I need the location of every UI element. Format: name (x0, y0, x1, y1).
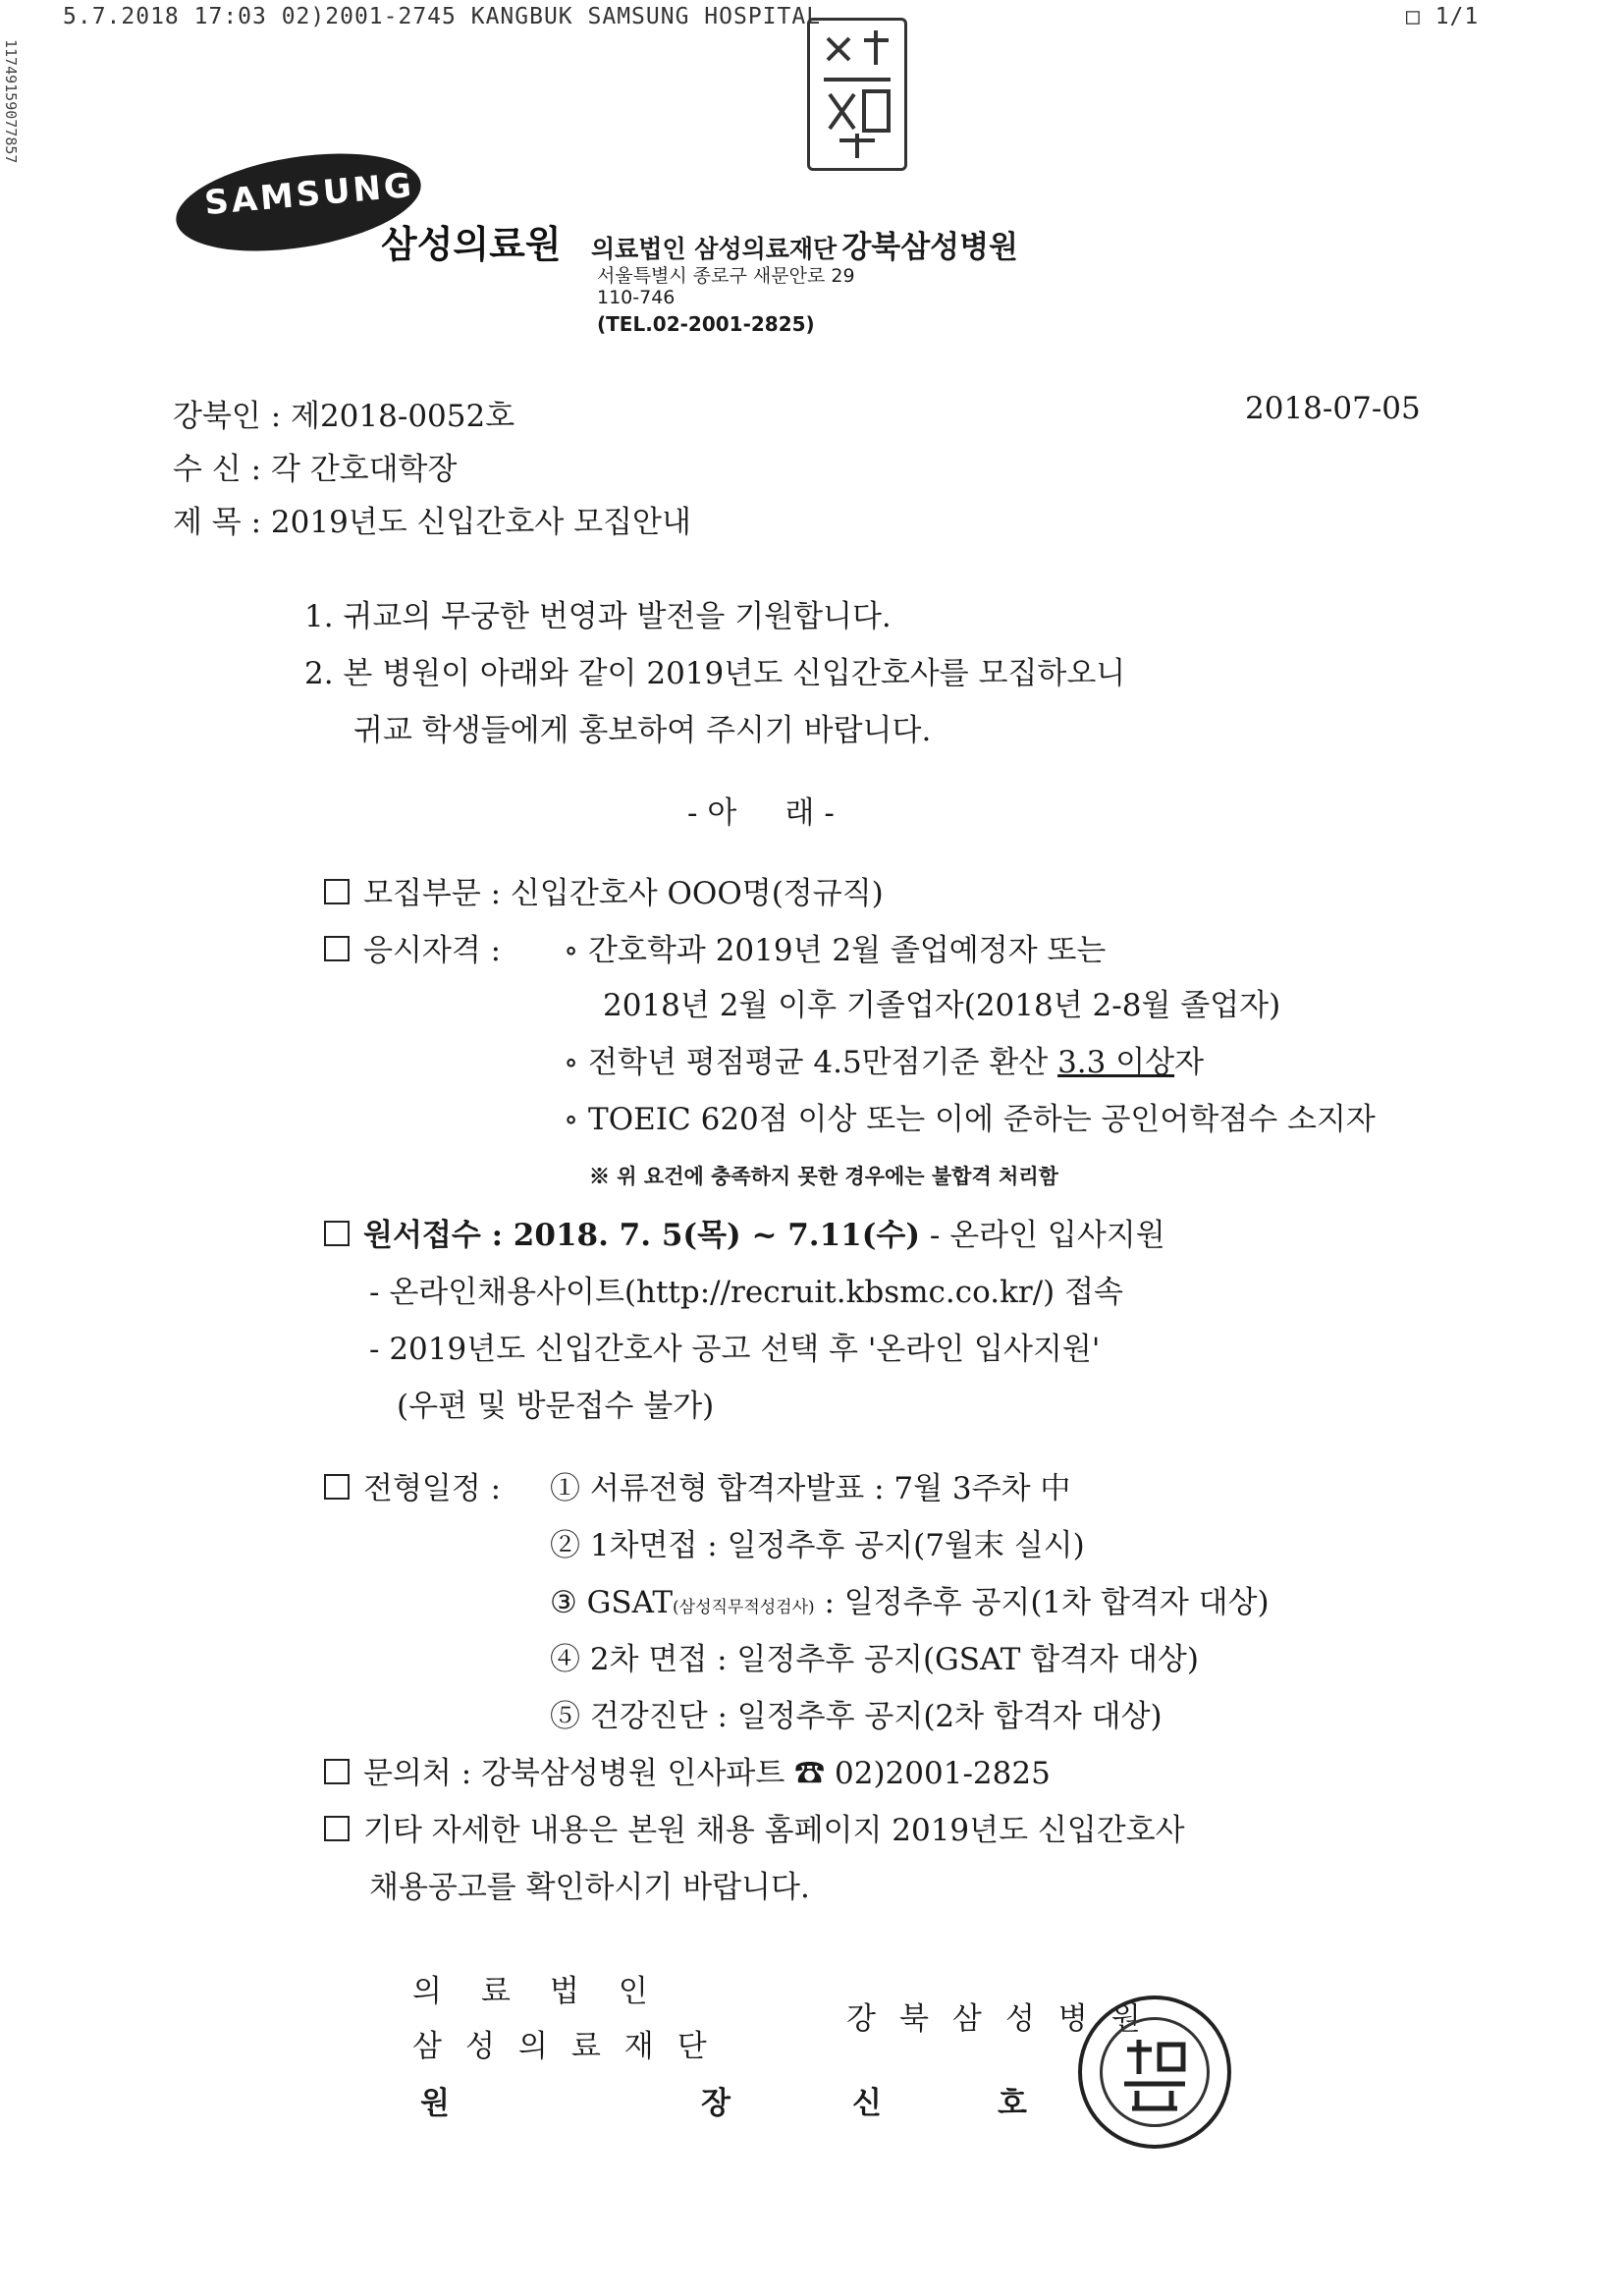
application-detail-3: (우편 및 방문접수 불가) (397, 1389, 715, 1424)
checkbox-icon (324, 879, 350, 904)
org-prefix: 의료법인 삼성의료재단 (591, 235, 838, 263)
address-line-1: 서울특별시 종로구 새문안로 29 (597, 265, 855, 287)
qualification-label: 응시자격 : (363, 933, 502, 968)
fax-header-line: 5.7.2018 17:03 02)2001-2745 KANGBUK SAMSUNG HOSPITAL (63, 4, 822, 29)
signature-left-3b: 장 (701, 2086, 730, 2121)
checkbox-icon (324, 1816, 350, 1841)
qualification-2-text: ∘ 전학년 평점평균 4.5만점기준 환산 (564, 1045, 1058, 1080)
item-etc-row (324, 1805, 1185, 1849)
signature-right-2a: 신 (852, 2086, 882, 2121)
checkbox-icon (324, 1759, 350, 1784)
schedule-step-3 (550, 1577, 1270, 1621)
qualification-2-suffix: 자 (1174, 1045, 1205, 1080)
item-schedule-row (324, 1463, 501, 1507)
signature-left-3a: 원 (420, 2086, 450, 2121)
application-detail-1: - 온라인채용사이트(http://recruit.kbsmc.co.kr/) 접속 (369, 1275, 1123, 1310)
director-seal-inner-ring (1100, 2017, 1210, 2127)
etc-line-2: 채용공고를 확인하시기 바랍니다. (369, 1870, 810, 1905)
qualification-3: ∘ TOEIC 620점 이상 또는 이에 준하는 공인어학점수 소지자 (564, 1102, 1376, 1137)
org-name: 강북삼성병원 (841, 230, 1018, 265)
address-line-2: 110-746 (597, 287, 676, 308)
fax-page-count: □ 1/1 (1406, 4, 1480, 29)
checkbox-icon (324, 936, 350, 961)
intro-line-2: 2. 본 병원이 아래와 같이 2019년도 신입간호사를 모집하오니 (304, 656, 1126, 691)
qualification-1b: 2018년 2월 이후 기졸업자(2018년 2-8월 졸업자) (603, 988, 1281, 1023)
recipient: 각 간호대학장 (270, 452, 458, 487)
item-recruit-row (324, 868, 884, 912)
qualification-2-underlined: 3.3 이상 (1057, 1045, 1175, 1080)
schedule-step-2: ② 1차면접 : 일정추후 공지(7월末 실시) (550, 1528, 1085, 1563)
organization-title (591, 222, 1018, 266)
schedule-label: 전형일정 : (363, 1471, 502, 1506)
item-recruit: 모집부문 : 신입간호사 OOO명(정규직) (363, 876, 884, 911)
intro-line-3: 귀교 학생들에게 홍보하여 주시기 바랍니다. (353, 713, 932, 748)
telephone: (TEL.02-2001-2825) (597, 312, 815, 336)
schedule-step-3-subtitle: (삼성직무적성검사) (673, 1598, 815, 1617)
brand-name: 삼성의료원 (381, 223, 562, 266)
signature-right-1: 강북삼성병원 (846, 2001, 1164, 2037)
fax-side-number: 11749159077857 (2, 39, 20, 164)
section-title: - 아 래 - (687, 795, 835, 831)
document-date: 2018-07-05 (1245, 391, 1421, 426)
document-number-label: 강북인 : (173, 399, 282, 434)
samsung-logo: SAMSUNG (202, 165, 416, 224)
schedule-step-1: ① 서류전형 합격자발표 : 7월 3주차 中 (550, 1471, 1071, 1506)
checkbox-icon (324, 1221, 350, 1246)
item-qualification-row (324, 925, 501, 969)
subject: 2019년도 신입간호사 모집안내 (270, 505, 691, 540)
hospital-seal-stamp-top (807, 18, 907, 171)
document-number: 제2018-0052호 (291, 399, 515, 434)
recipient-row (173, 444, 457, 488)
intro-line-1: 1. 귀교의 무궁한 번영과 발전을 기원합니다. (304, 599, 892, 634)
subject-label: 제 목 : (173, 505, 262, 540)
schedule-step-5: ⑤ 건강진단 : 일정추후 공지(2차 합격자 대상) (550, 1699, 1163, 1734)
application-method: - 온라인 입사지원 (920, 1218, 1165, 1253)
etc-line-1: 기타 자세한 내용은 본원 채용 홈페이지 2019년도 신입간호사 (363, 1813, 1185, 1848)
signature-left-2: 삼성의료재단 (412, 2029, 730, 2064)
signature-right-2b: 호 (998, 2086, 1027, 2121)
contact: 문의처 : 강북삼성병원 인사파트 ☎ 02)2001-2825 (363, 1756, 1051, 1791)
checkbox-icon (324, 1474, 350, 1500)
application-detail-2: - 2019년도 신입간호사 공고 선택 후 '온라인 입사지원' (369, 1332, 1101, 1367)
recipient-label: 수 신 : (173, 452, 262, 487)
qualification-1a: ∘ 간호학과 2019년 2월 졸업예정자 또는 (564, 933, 1107, 968)
qualification-note: ※ 위 요건에 충족하지 못한 경우에는 불합격 처리함 (589, 1164, 1058, 1188)
document-number-row (173, 391, 514, 435)
schedule-step-4: ④ 2차 면접 : 일정추후 공지(GSAT 합격자 대상) (550, 1642, 1199, 1677)
application-period: 원서접수 : 2018. 7. 5(목) ~ 7.11(수) (363, 1218, 921, 1253)
schedule-step-3-title: ③ GSAT (550, 1585, 674, 1620)
item-application-row (324, 1210, 1165, 1254)
subject-row (173, 497, 691, 541)
item-contact-row (324, 1748, 1051, 1792)
qualification-2 (564, 1037, 1204, 1081)
schedule-step-3-detail: : 일정추후 공지(1차 합격자 대상) (814, 1585, 1270, 1620)
signature-left-1: 의료법인 (412, 1974, 687, 2009)
